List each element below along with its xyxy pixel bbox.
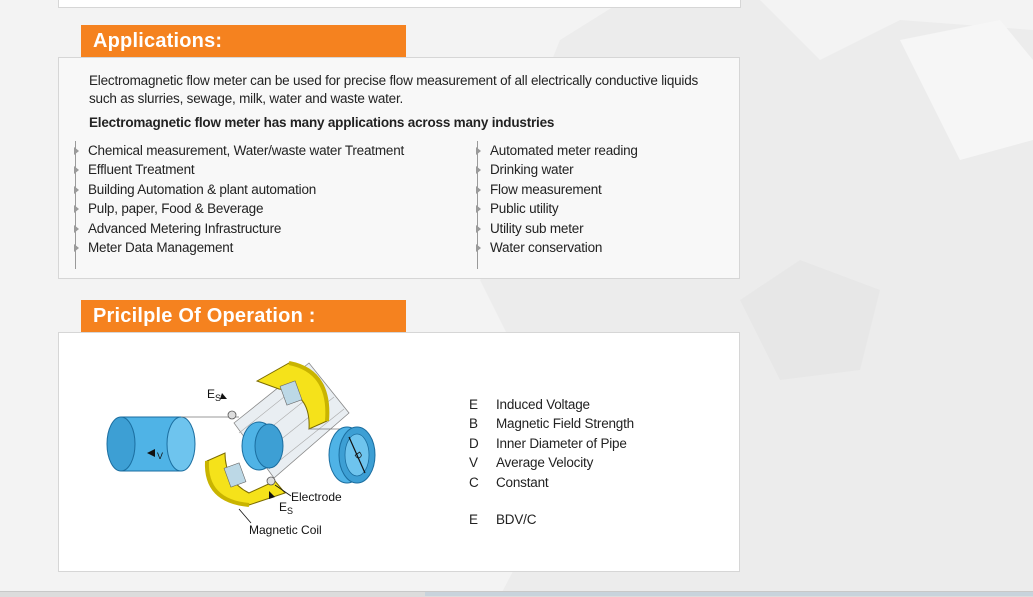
legend-row: B Magnetic Field Strength	[469, 416, 634, 432]
applications-right-list	[477, 141, 638, 269]
principle-box	[58, 332, 740, 572]
arrow-right-icon	[74, 186, 79, 194]
velocity-label: V	[157, 451, 164, 461]
list-item: Utility sub meter	[490, 219, 638, 238]
electrode-label: Electrode	[291, 490, 342, 504]
list-item: Effluent Treatment	[88, 160, 404, 179]
list-item: Chemical measurement, Water/waste water Treatment	[88, 141, 404, 160]
list-item: Drinking water	[490, 160, 638, 179]
arrow-right-icon	[74, 244, 79, 252]
symbol-legend	[469, 395, 634, 529]
legend-row: V Average Velocity	[469, 455, 594, 471]
magnetic-coil-label: Magnetic Coil	[249, 523, 322, 537]
list-item: Flow measurement	[490, 180, 638, 199]
diameter-label: D	[352, 449, 365, 461]
list-item: Automated meter reading	[490, 141, 638, 160]
footer-accent	[425, 592, 1033, 596]
arrow-right-icon	[476, 225, 481, 233]
list-item: Public utility	[490, 199, 638, 218]
electrode-top	[228, 411, 236, 419]
arrow-right-icon	[74, 225, 79, 233]
applications-heading: Applications:	[81, 25, 406, 57]
arrow-up-icon	[220, 393, 227, 399]
arrow-right-icon	[74, 147, 79, 155]
applications-intro: Electromagnetic flow meter can be used for precise flow measurement of all electrically conductive liquids such as slurries, sewage, milk, water and waste water.	[89, 73, 699, 106]
es-top-label: $E_S$	[207, 387, 222, 403]
applications-box	[58, 57, 740, 279]
arrow-right-icon	[476, 147, 481, 155]
list-item: Building Automation & plant automation	[88, 180, 404, 199]
legend-row: C Constant	[469, 474, 549, 490]
arrow-right-icon	[476, 186, 481, 194]
formula-row: E BDV/C	[469, 511, 537, 527]
arrow-right-icon	[74, 205, 79, 213]
arrow-right-icon	[476, 244, 481, 252]
list-item: Pulp, paper, Food & Beverage	[88, 199, 404, 218]
list-item: Water conservation	[490, 238, 638, 257]
principle-heading: Pricilple Of Operation :	[81, 300, 406, 332]
arrow-right-icon	[476, 166, 481, 174]
applications-intro-bold: Electromagnetic flow meter has many applications across many industries	[89, 115, 555, 130]
arrow-right-icon	[476, 205, 481, 213]
pipe-section-disc	[242, 422, 283, 470]
arrow-right-icon	[74, 166, 79, 174]
list-item: Meter Data Management	[88, 238, 404, 257]
legend-row: D Inner Diameter of Pipe	[469, 435, 627, 451]
list-item: Advanced Metering Infrastructure	[88, 219, 404, 238]
es-bottom-label: $E_S$	[279, 500, 294, 516]
legend-row: E Induced Voltage	[469, 397, 590, 412]
applications-left-list	[75, 141, 404, 269]
previous-section-box	[58, 0, 741, 8]
electrode-bottom	[267, 477, 275, 485]
flow-meter-diagram	[99, 353, 399, 573]
